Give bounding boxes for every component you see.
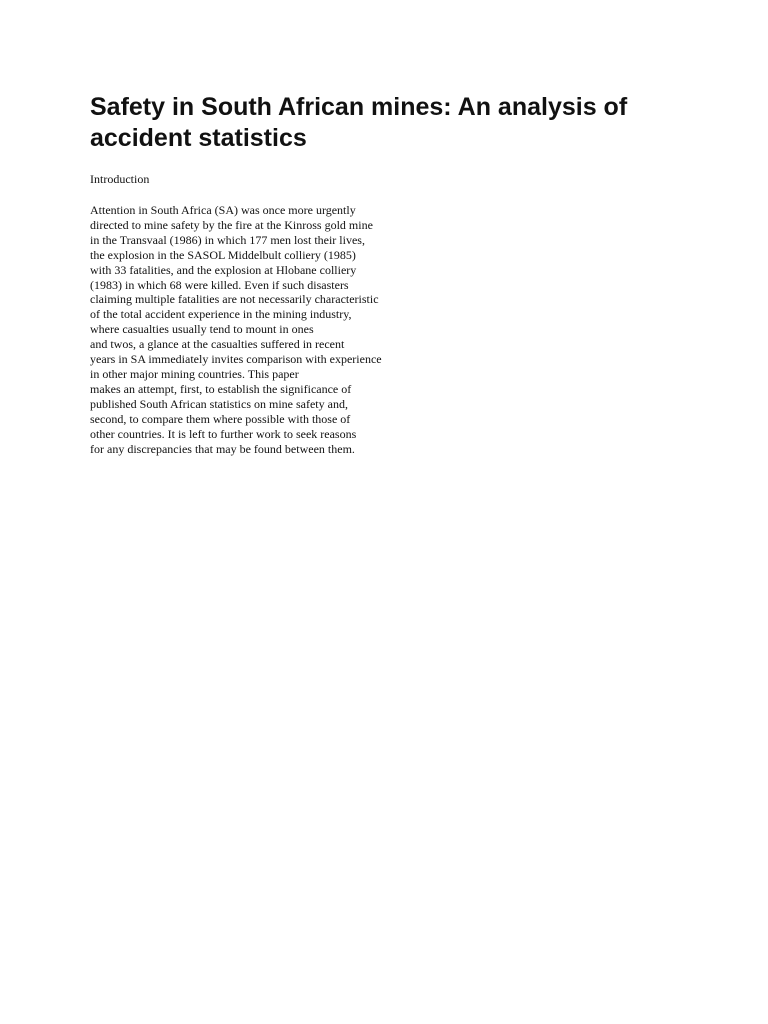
paragraph-line: with 33 fatalities, and the explosion at Hlobane colliery <box>90 262 357 277</box>
paragraph-line: other countries. It is left to further work to seek reasons <box>90 426 357 441</box>
paragraph-line: claiming multiple fatalities are not necessarily characteristic <box>90 292 379 307</box>
paragraph-line: makes an attempt, first, to establish the significance of <box>90 381 352 396</box>
paragraph-line: the explosion in the SASOL Middelbult colliery (1985) <box>90 247 356 262</box>
paragraph-line: Attention in South Africa (SA) was once more urgently <box>90 203 356 217</box>
document-title <box>90 92 710 154</box>
paragraph-line: second, to compare them where possible with those of <box>90 411 351 426</box>
title-line: Safety in South African mines: An analysis of <box>90 93 628 121</box>
paragraph-line: years in SA immediately invites comparison with experience <box>90 352 382 367</box>
section-heading: Introduction <box>90 172 150 186</box>
paragraph-line: (1983) in which 68 were killed. Even if such disasters <box>90 277 349 292</box>
paragraph-line: directed to mine safety by the fire at the Kinross gold mine <box>90 217 373 232</box>
paragraph-line: in other major mining countries. This paper <box>90 366 299 381</box>
paragraph-line: where casualties usually tend to mount in ones <box>90 322 314 337</box>
introduction-paragraph <box>90 203 382 456</box>
title-line: accident statistics <box>90 124 307 152</box>
paragraph-line: in the Transvaal (1986) in which 177 men lost their lives, <box>90 232 365 247</box>
paragraph-line: published South African statistics on mine safety and, <box>90 396 348 411</box>
paragraph-line: for any discrepancies that may be found between them. <box>90 441 355 456</box>
paragraph-line: and twos, a glance at the casualties suffered in recent <box>90 337 345 352</box>
paragraph-line: of the total accident experience in the mining industry, <box>90 307 352 322</box>
